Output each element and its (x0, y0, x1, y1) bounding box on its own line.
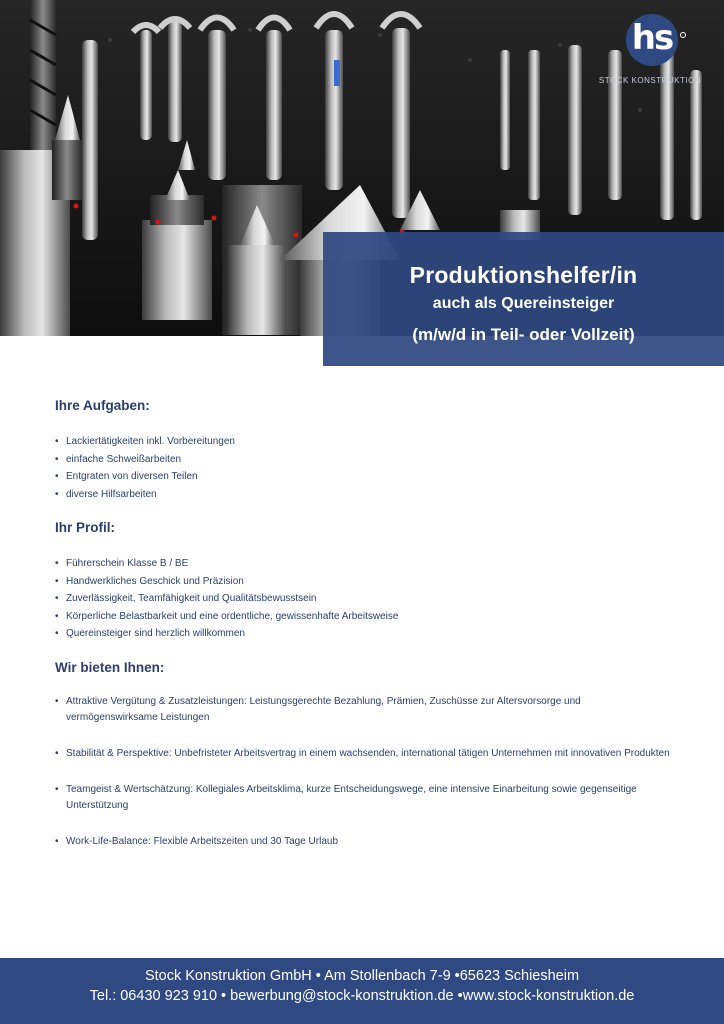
list-item: • Führerschein Klasse B / BE (55, 555, 675, 573)
tasks-list (55, 433, 675, 503)
tasks-section (55, 398, 675, 503)
job-title: Produktionshelfer/in (409, 262, 638, 288)
job-subtitle: auch als Quereinsteiger (432, 295, 615, 312)
profile-section (55, 520, 675, 643)
list-item: • Körperliche Belastbarkeit und eine ordentliche, gewissenhafte Arbeitsweise (55, 608, 675, 626)
offer-section (55, 660, 675, 850)
list-item: • Stabilität & Perspektive: Unbefristeter Arbeitsvertrag in einem wachsenden, international tätigen Unternehmen mit innovativen Produkten (55, 746, 675, 762)
list-item: • Zuverlässigkeit, Teamfähigkeit und Qualitätsbewusstsein (55, 590, 675, 608)
hs-logo-icon (620, 14, 680, 74)
offer-heading: Wir bieten Ihnen: (55, 659, 165, 675)
footer-contact-bar (0, 958, 724, 1024)
footer-address: Stock Konstruktion GmbH • Am Stollenbach 7-9 •65623 Schiesheim (144, 968, 580, 984)
job-title-box (323, 232, 724, 366)
footer-contact: Tel.: 06430 923 910 • bewerbung@stock-konstruktion.de •www.stock-konstruktion.de (89, 988, 635, 1004)
list-item: • einfache Schweißarbeiten (55, 451, 675, 469)
offer-list (55, 694, 675, 850)
list-item: • Attraktive Vergütung & Zusatzleistungen: Leistungsgerechte Bezahlung, Prämien, Zuschüsse zur Altersvorsorge und vermögenswirksame Leistungen (55, 694, 675, 726)
list-item: • Work-Life-Balance: Flexible Arbeitszeiten und 30 Tage Urlaub (55, 834, 675, 850)
list-item: • Quereinsteiger sind herzlich willkommen (55, 625, 675, 643)
list-item: • Lackiertätigkeiten inkl. Vorbereitungen (55, 433, 675, 451)
list-item: • Handwerkliches Geschick und Präzision (55, 573, 675, 591)
job-description (55, 398, 675, 870)
tasks-heading: Ihre Aufgaben: (55, 398, 150, 413)
job-employment-type: (m/w/d in Teil- oder Vollzeit) (412, 325, 635, 344)
list-item: • Teamgeist & Wertschätzung: Kollegiales Arbeitsklima, kurze Entscheidungswege, eine intensive Einarbeitung sowie gegenseitige Unterstützung (55, 782, 675, 814)
profile-list (55, 555, 675, 643)
profile-heading: Ihr Profil: (55, 520, 115, 535)
list-item: • diverse Hilfsarbeiten (55, 486, 675, 504)
list-item: • Entgraten von diversen Teilen (55, 468, 675, 486)
logo-subtitle: STOCK KONSTRUKTION (598, 76, 702, 85)
company-logo (588, 14, 712, 85)
logo-letters: hs (631, 18, 673, 58)
